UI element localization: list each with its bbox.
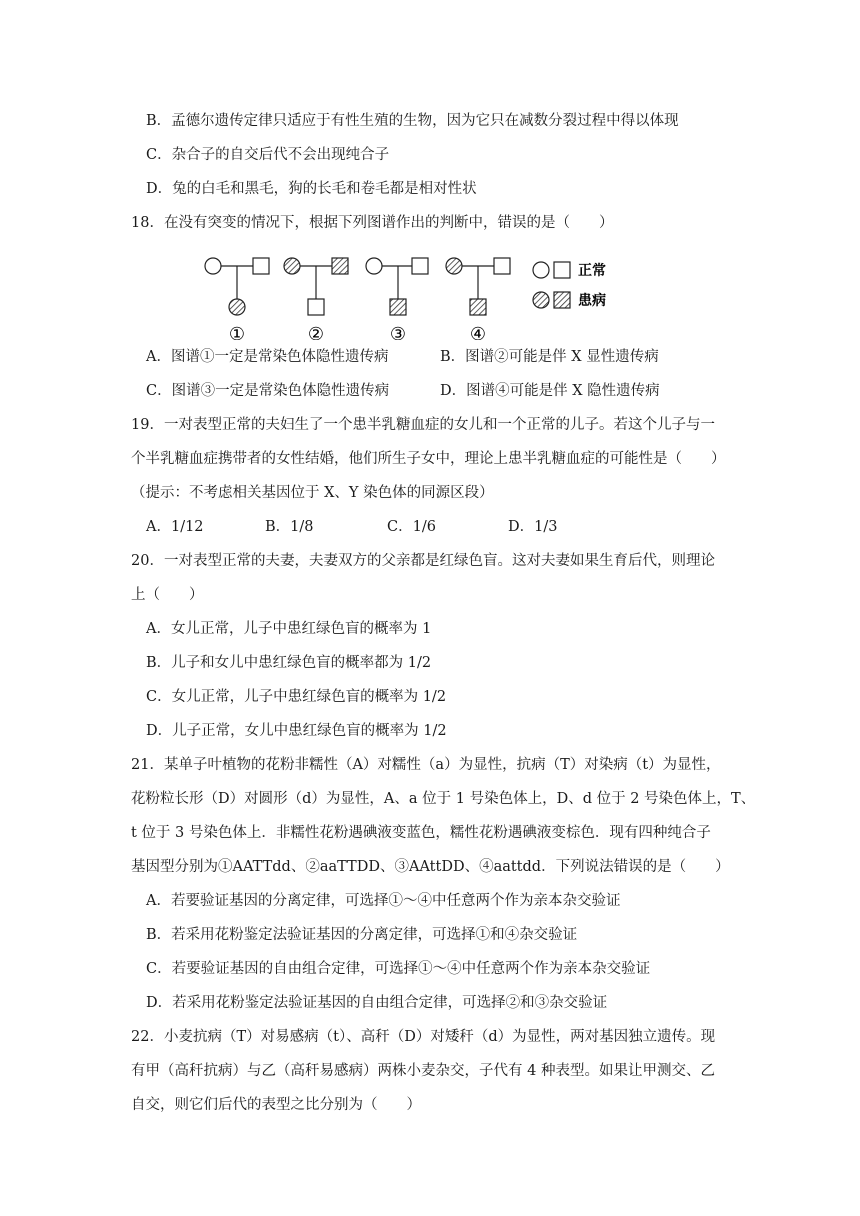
pedigree-label-3: ③ <box>389 324 407 340</box>
q18-option-d: D．图谱④可能是伴 X 隐性遗传病 <box>440 383 660 399</box>
pedigree-legend <box>533 262 606 309</box>
pedigree-1 <box>205 258 269 315</box>
q19-line-3: （提示：不考虑相关基因位于 X、Y 染色体的同源区段） <box>131 485 494 501</box>
pedigree-label-1: ① <box>228 324 246 340</box>
pedigree-2 <box>284 258 348 315</box>
q21-line-1: 21．某单子叶植物的花粉非糯性（A）对糯性（a）为显性，抗病（T）对染病（t）为显性， <box>131 757 721 773</box>
q20-option-b: B．儿子和女儿中患红绿色盲的概率都为 1/2 <box>146 655 432 671</box>
q17-option-c: C．杂合子的自交后代不会出现纯合子 <box>146 147 390 163</box>
q21-line-3: t 位于 3 号染色体上．非糯性花粉遇碘液变蓝色，糯性花粉遇碘液变棕色．现有四种纯合子 <box>131 825 711 841</box>
q19-line-1: 19．一对表型正常的夫妇生了一个患半乳糖血症的女儿和一个正常的儿子。若这个儿子与一 <box>131 417 715 433</box>
q20-option-c: C．女儿正常，儿子中患红绿色盲的概率为 1/2 <box>146 689 447 705</box>
q22-line-1: 22．小麦抗病（T）对易感病（t）、高秆（D）对矮秆（d）为显性，两对基因独立遗传。现 <box>131 1029 716 1045</box>
q19-option-a: A．1/12 <box>146 519 204 535</box>
q21-option-a: A．若要验证基因的分离定律，可选择①～④中任意两个作为亲本杂交验证 <box>146 893 621 909</box>
q21-option-c: C．若要验证基因的自由组合定律，可选择①～④中任意两个作为亲本杂交验证 <box>146 961 651 977</box>
q20-line-2: 上（ ） <box>131 587 204 603</box>
q21-line-4: 基因型分别为①AATTdd、②aaTTDD、③AAttDD、④aattdd．下列说法错误的是（ ） <box>131 859 730 875</box>
legend-normal-label: 正常 <box>578 263 606 279</box>
q18-option-b: B．图谱②可能是伴 X 显性遗传病 <box>440 349 659 365</box>
q19-option-d: D．1/3 <box>508 519 558 535</box>
q20-option-d: D．儿子正常，女儿中患红绿色盲的概率为 1/2 <box>146 723 447 739</box>
legend-affected-label: 患病 <box>578 293 606 309</box>
pedigree-4 <box>446 258 510 315</box>
q21-option-d: D．若采用花粉鉴定法验证基因的自由组合定律，可选择②和③杂交验证 <box>146 995 608 1011</box>
q19-option-b: B．1/8 <box>265 519 314 535</box>
q22-line-3: 自交，则它们后代的表型之比分别为（ ） <box>131 1097 421 1113</box>
pedigree-3 <box>366 258 428 315</box>
q19-option-c: C．1/6 <box>387 519 436 535</box>
pedigree-label-2: ② <box>307 324 325 340</box>
q19-line-2: 个半乳糖血症携带者的女性结婚，他们所生子女中，理论上患半乳糖血症的可能性是（ ） <box>131 451 726 467</box>
q18-option-a: A．图谱①一定是常染色体隐性遗传病 <box>146 349 389 365</box>
q20-option-a: A．女儿正常，儿子中患红绿色盲的概率为 1 <box>146 621 432 637</box>
q21-line-2: 花粉粒长形（D）对圆形（d）为显性，A、a 位于 1 号染色体上，D、d 位于 2 号染色体上，T、 <box>131 791 756 807</box>
q20-line-1: 20．一对表型正常的夫妻，夫妻双方的父亲都是红绿色盲。这对夫妻如果生育后代，则理论 <box>131 553 715 569</box>
pedigree-figure <box>0 250 860 340</box>
q22-line-2: 有甲（高秆抗病）与乙（高秆易感病）两株小麦杂交，子代有 4 种表型。如果让甲测交、乙 <box>131 1063 715 1079</box>
q18-stem: 18．在没有突变的情况下，根据下列图谱作出的判断中，错误的是（ ） <box>131 215 614 231</box>
pedigree-label-4: ④ <box>469 324 487 340</box>
q21-option-b: B．若采用花粉鉴定法验证基因的分离定律，可选择①和④杂交验证 <box>146 927 578 943</box>
q18-option-c: C．图谱③一定是常染色体隐性遗传病 <box>146 383 390 399</box>
q17-option-b: B．孟德尔遗传定律只适应于有性生殖的生物，因为它只在减数分裂过程中得以体现 <box>146 113 679 129</box>
q17-option-d: D．兔的白毛和黑毛，狗的长毛和卷毛都是相对性状 <box>146 181 477 197</box>
